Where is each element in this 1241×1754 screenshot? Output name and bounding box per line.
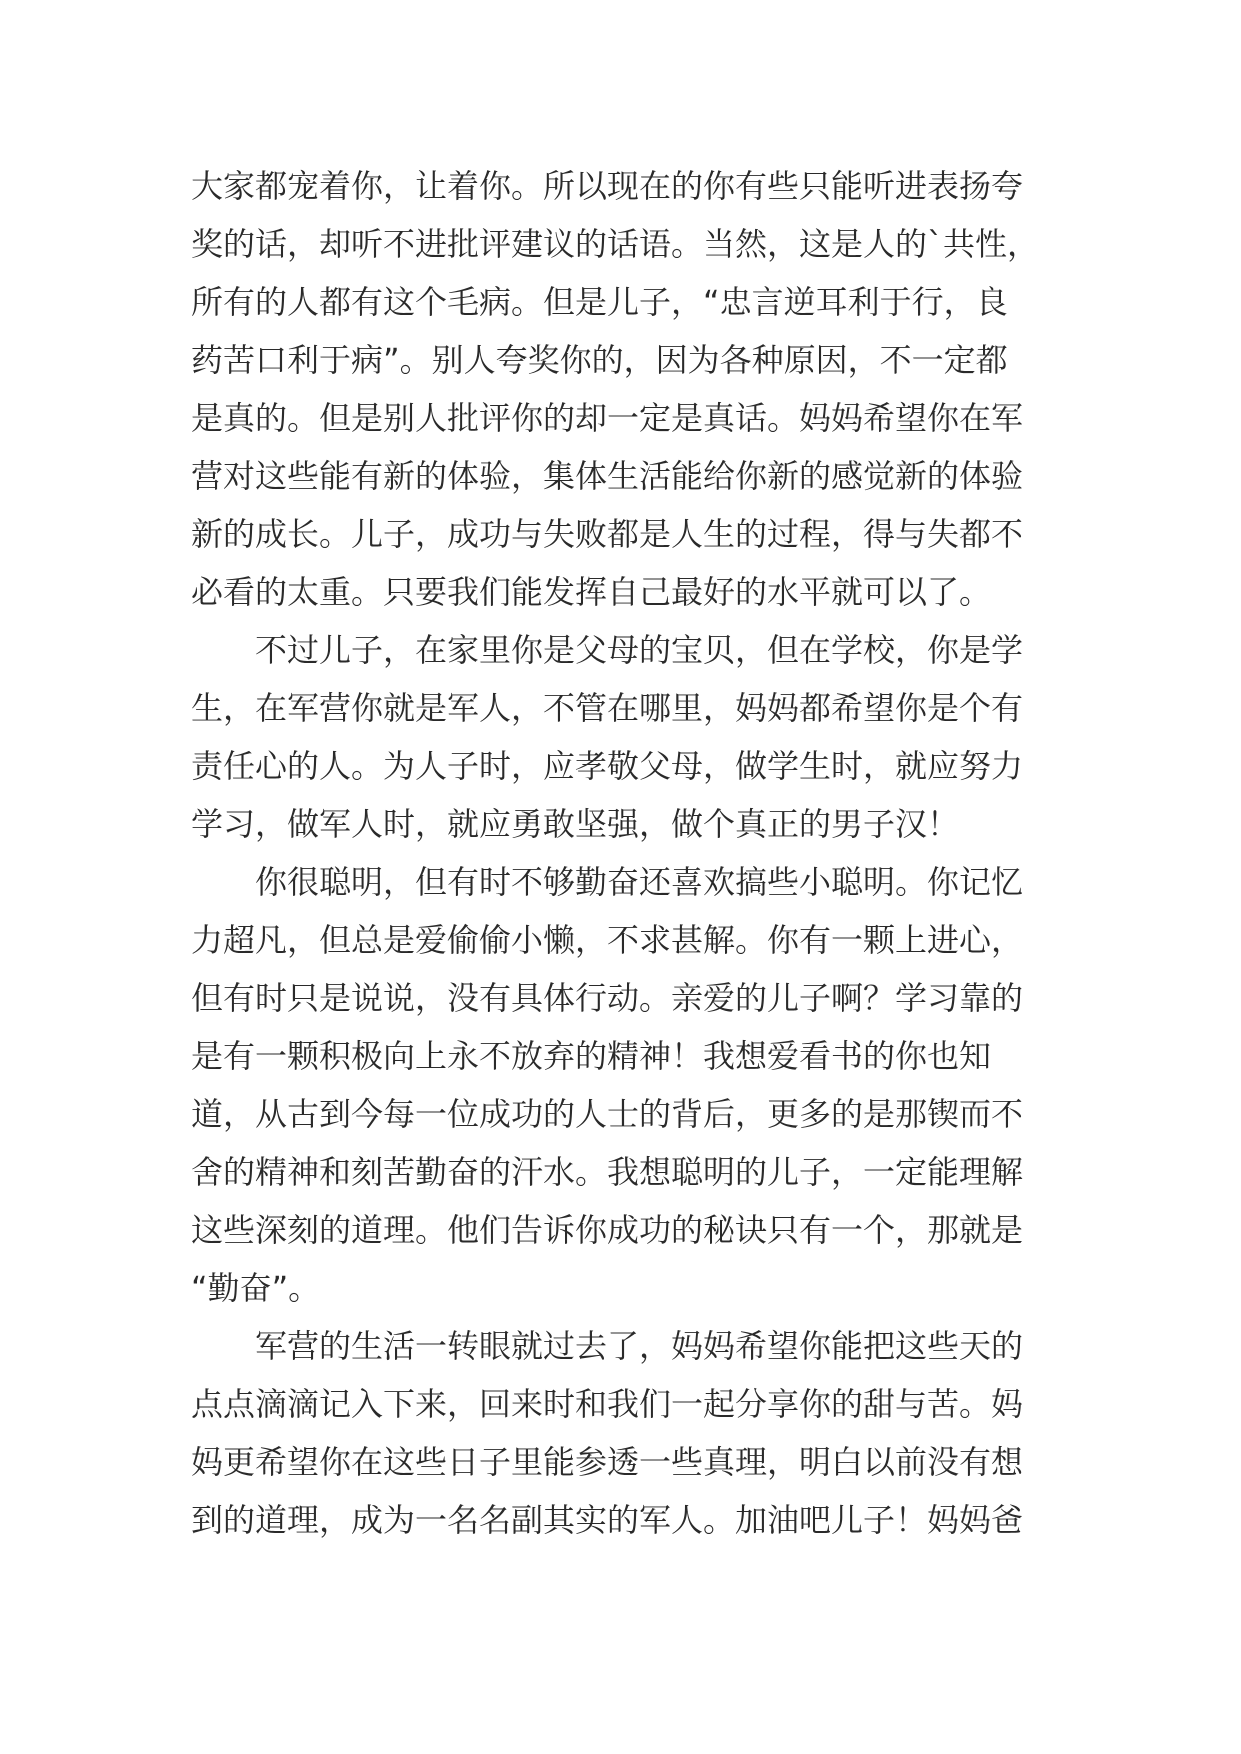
text-line: 大家都宠着你，让着你。所以现在的你有些只能听进表扬夸 xyxy=(191,167,1024,205)
text-line: 但有时只是说说，没有具体行动。亲爱的儿子啊？学习靠的 xyxy=(191,979,1024,1017)
paragraph-first-line: 军营的生活一转眼就过去了，妈妈希望你能把这些天的 xyxy=(255,1327,1024,1365)
text-line: 营对这些能有新的体验，集体生活能给你新的感觉新的体验 xyxy=(191,457,1024,495)
text-line: 到的道理，成为一名名副其实的军人。加油吧儿子！妈妈爸 xyxy=(191,1501,1024,1539)
paragraph-first-line: 你很聪明，但有时不够勤奋还喜欢搞些小聪明。你记忆 xyxy=(255,863,1024,901)
text-line: 所有的人都有这个毛病。但是儿子，“忠言逆耳利于行，良 xyxy=(191,283,1008,321)
text-line: 舍的精神和刻苦勤奋的汗水。我想聪明的儿子，一定能理解 xyxy=(191,1153,1024,1191)
text-line: 妈更希望你在这些日子里能参透一些真理，明白以前没有想 xyxy=(191,1443,1024,1481)
text-line: 新的成长。儿子，成功与失败都是人生的过程，得与失都不 xyxy=(191,515,1024,553)
text-line: 力超凡，但总是爱偷偷小懒，不求甚解。你有一颗上进心， xyxy=(191,921,1024,959)
text-line: 学习，做军人时，就应勇敢坚强，做个真正的男子汉！ xyxy=(191,805,960,843)
text-line: 必看的太重。只要我们能发挥自己最好的水平就可以了。 xyxy=(191,573,992,611)
text-line: 责任心的人。为人子时，应孝敬父母，做学生时，就应努力 xyxy=(191,747,1024,785)
text-line: 是有一颗积极向上永不放弃的精神！我想爱看书的你也知 xyxy=(191,1037,992,1075)
text-line: 奖的话，却听不进批评建议的话语。当然，这是人的`共性， xyxy=(191,225,1040,263)
text-line: 生，在军营你就是军人，不管在哪里，妈妈都希望你是个有 xyxy=(191,689,1024,727)
text-line: 点点滴滴记入下来，回来时和我们一起分享你的甜与苦。妈 xyxy=(191,1385,1024,1423)
text-line: 是真的。但是别人批评你的却一定是真话。妈妈希望你在军 xyxy=(191,399,1024,437)
text-line: 这些深刻的道理。他们告诉你成功的秘诀只有一个，那就是 xyxy=(191,1211,1024,1249)
text-line: “勤奋”。 xyxy=(191,1269,321,1307)
text-line: 道，从古到今每一位成功的人士的背后，更多的是那锲而不 xyxy=(191,1095,1024,1133)
text-line: 药苦口利于病”。别人夸奖你的，因为各种原因，不一定都 xyxy=(191,341,1008,379)
paragraph-first-line: 不过儿子，在家里你是父母的宝贝，但在学校，你是学 xyxy=(255,631,1024,669)
